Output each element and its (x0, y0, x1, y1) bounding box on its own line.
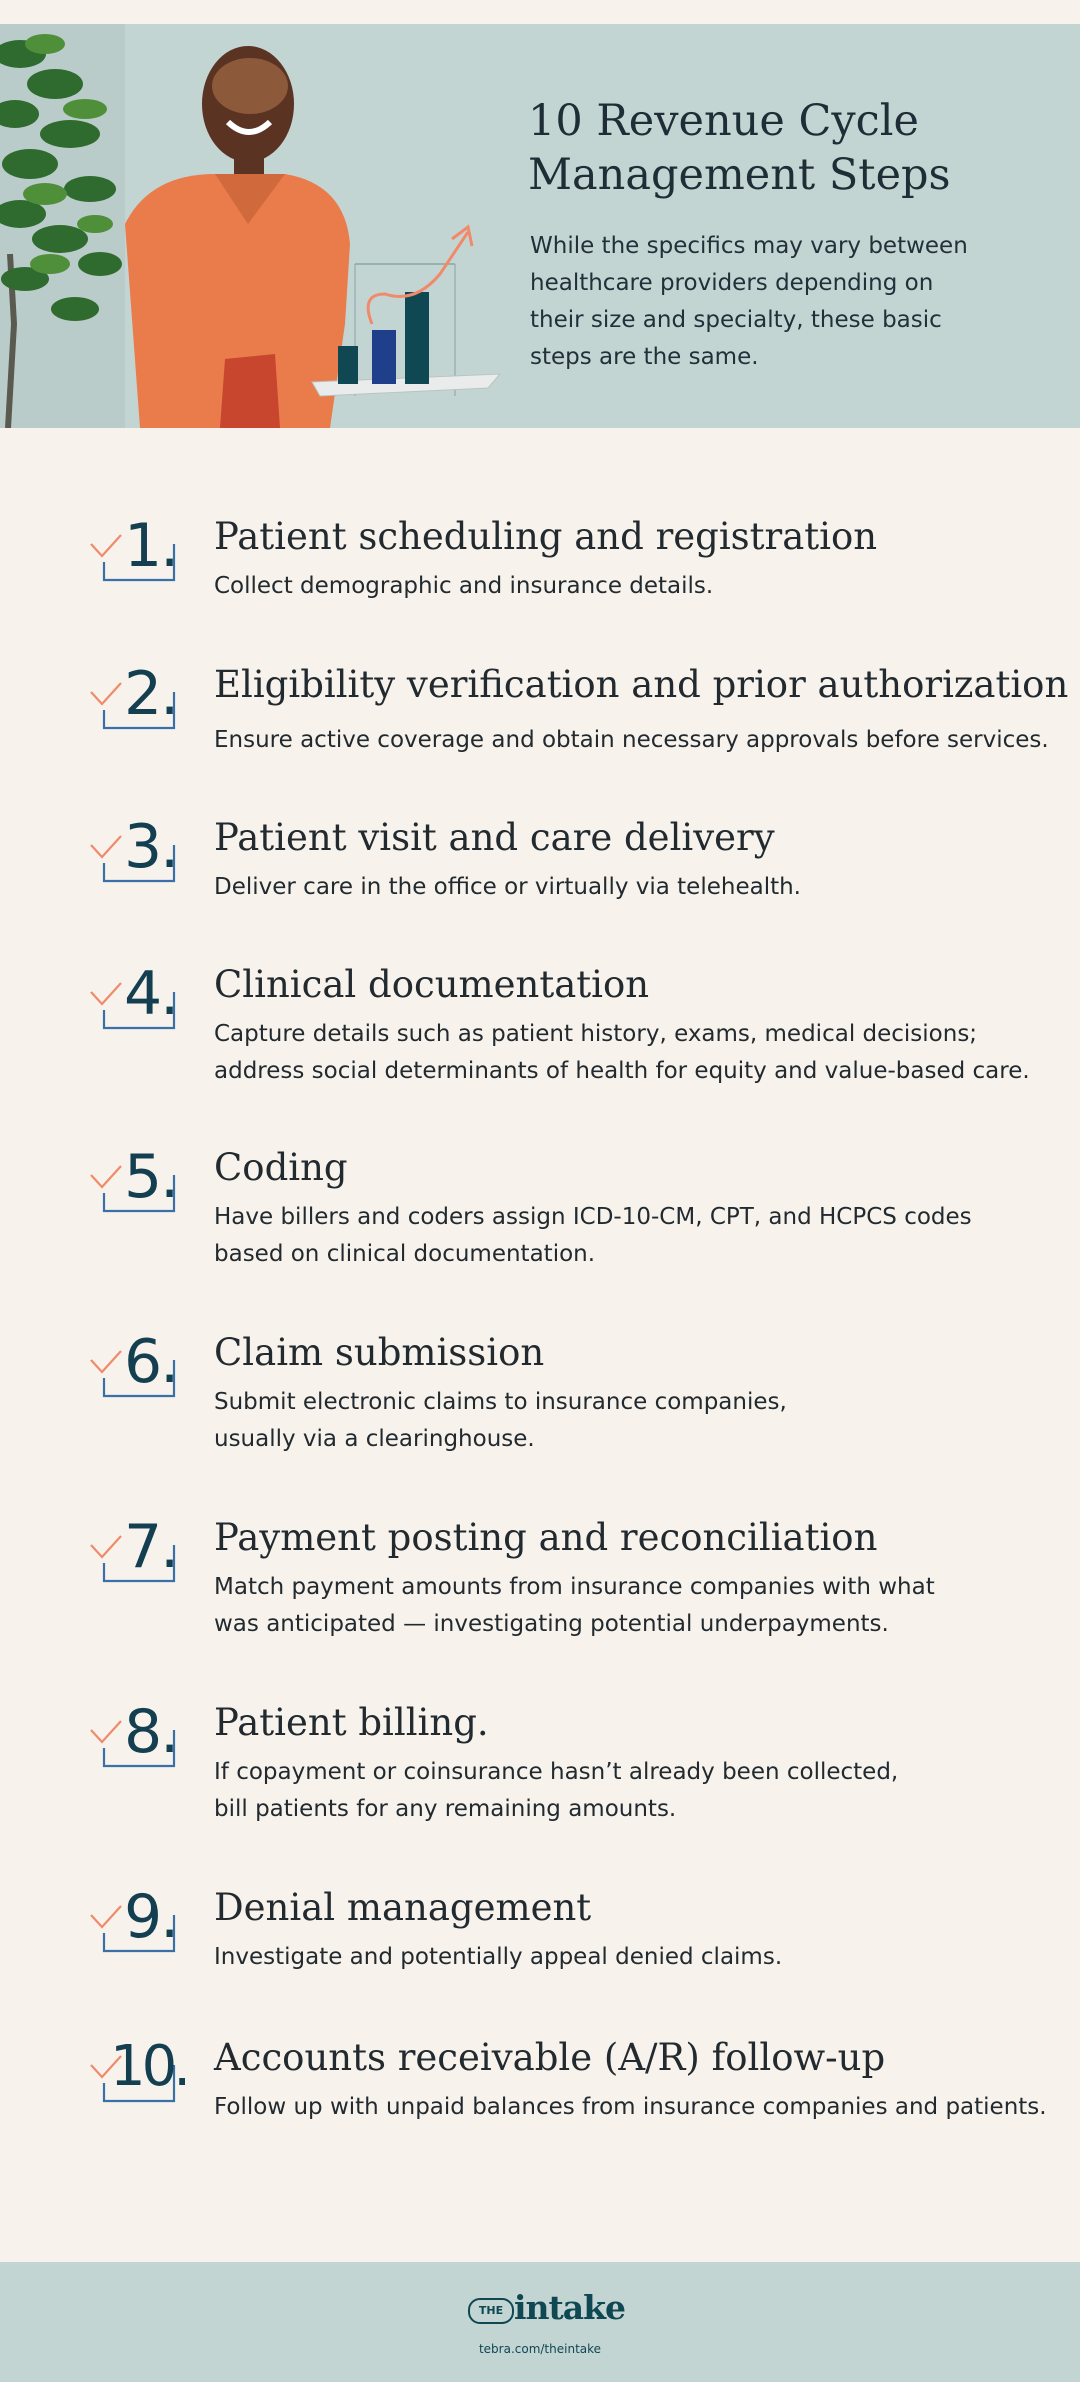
logo-wordmark: intake (514, 2288, 626, 2327)
step-description-line: If copayment or coinsurance hasn’t already been collected, (214, 1759, 899, 1785)
step-number-badge (88, 2035, 198, 2109)
step-description-line: Investigate and potentially appeal denied claims. (214, 1944, 783, 1970)
top-margin (0, 0, 1080, 24)
step-title: Eligibility verification and prior authorization (214, 663, 1069, 706)
step-description-line: address social determinants of health for equity and value-based care. (214, 1058, 1030, 1084)
step-description-line: was anticipated — investigating potential underpayments. (214, 1611, 889, 1637)
step-number: 4. (124, 959, 178, 1029)
step-description-line: based on clinical documentation. (214, 1241, 596, 1267)
page-subtitle: While the specifics may vary between healthcare providers depending on their size and specialty, these basic steps are the same. (530, 233, 968, 370)
step-number-badge (88, 812, 198, 889)
step-description-line: Ensure active coverage and obtain necessary approvals before services. (214, 727, 1049, 753)
step-number: 9. (124, 1882, 178, 1952)
page-title-line-2: Management Steps (528, 150, 951, 200)
step-number: 2. (124, 659, 178, 729)
step-description-line: Capture details such as patient history, exams, medical decisions; (214, 1021, 978, 1047)
step-description-line: Match payment amounts from insurance companies with what (214, 1574, 935, 1600)
step-number: 1. (124, 511, 178, 581)
step-description-line: usually via a clearinghouse. (214, 1426, 535, 1452)
step-number: 3. (124, 812, 178, 882)
step-description-line: bill patients for any remaining amounts. (214, 1796, 677, 1822)
step-description (214, 1384, 1064, 1458)
footer (0, 2262, 1080, 2382)
step-description (214, 722, 1064, 759)
step-number-badge (88, 1512, 198, 1589)
step-description-line: Have billers and coders assign ICD-10-CM, CPT, and HCPCS codes (214, 1204, 972, 1230)
step-number-badge (88, 1327, 198, 1404)
step-description-line: Submit electronic claims to insurance companies, (214, 1389, 787, 1415)
footer-url-link[interactable]: tebra.com/theintake (478, 2342, 602, 2356)
step-title: Clinical documentation (214, 963, 650, 1006)
step-number-badge (88, 1697, 198, 1774)
step-description (214, 568, 1064, 605)
step-description-line: Follow up with unpaid balances from insurance companies and patients. (214, 2094, 1047, 2120)
step-number-badge (88, 511, 198, 588)
step-description (214, 1016, 1064, 1090)
step-number-badge (88, 959, 198, 1036)
page-title-line-1: 10 Revenue Cycle (528, 96, 919, 146)
step-title: Accounts receivable (A/R) follow-up (214, 2036, 886, 2079)
step-title: Coding (214, 1146, 348, 1189)
step-description-line: Deliver care in the office or virtually via telehealth. (214, 874, 801, 900)
logo-badge: THE (468, 2298, 514, 2324)
step-number-badge (88, 1142, 198, 1219)
step-title: Patient scheduling and registration (214, 515, 878, 558)
hero-illustration (0, 24, 520, 428)
step-number: 10. (110, 2034, 188, 2099)
step-title: Claim submission (214, 1331, 545, 1374)
step-title: Patient billing. (214, 1701, 489, 1744)
step-description (214, 1199, 1064, 1273)
step-number: 6. (124, 1327, 178, 1397)
page-title (528, 94, 1048, 202)
step-description (214, 1569, 1064, 1643)
plant-illustration (0, 24, 125, 428)
step-description (214, 869, 1064, 906)
step-description-line: Collect demographic and insurance details. (214, 573, 714, 599)
step-description (214, 2089, 1064, 2126)
step-title: Payment posting and reconciliation (214, 1516, 878, 1559)
step-description (214, 1939, 1064, 1976)
step-number: 5. (124, 1142, 178, 1212)
step-title: Patient visit and care delivery (214, 816, 775, 859)
hero-banner (0, 24, 1080, 428)
person-illustration (125, 46, 350, 428)
intake-logo[interactable] (468, 2288, 626, 2330)
step-number: 8. (124, 1697, 178, 1767)
step-title: Denial management (214, 1886, 592, 1929)
step-description (214, 1754, 1064, 1828)
step-number: 7. (124, 1512, 178, 1582)
step-number-badge (88, 1882, 198, 1959)
step-number-badge (88, 659, 198, 736)
